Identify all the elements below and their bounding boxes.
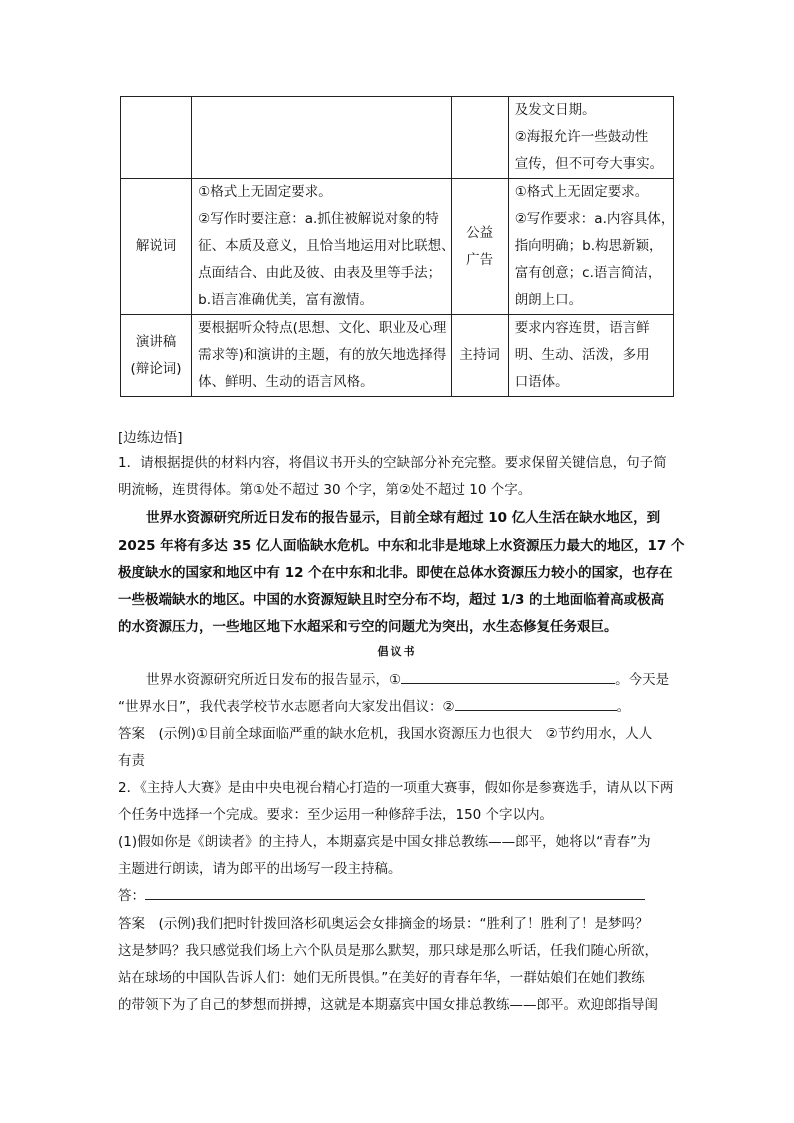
answer-blank[interactable] [145, 886, 645, 900]
cell-line: 征、本质及意义，且恰当地运用对比联想、 [198, 238, 455, 254]
cell-line: 要求内容连贯，语言鲜 [514, 320, 650, 336]
material-line: 极度缺水的国家和地区中有 12 个在中东和北非。即使在总体水资源压力较小的国家，也存在 [118, 565, 673, 581]
table-cell-poster-notes [508, 97, 673, 179]
question-1-line: 1．请根据提供的材料内容，将倡议书开头的空缺部分补充完整。要求保留关键信息，句子简 [118, 455, 667, 471]
question-2-line: 主题进行朗读，请为郎平的出场写一段主持稿。 [118, 861, 402, 877]
material-line: 一些极端缺水的地区。中国的水资源短缺且时空分布不均，超过 1/3 的土地面临着高或极高 [118, 592, 665, 608]
cell-line: 宣传，但不可夸大事实。 [514, 156, 664, 172]
genre-label-commentary: 解说词 [121, 179, 192, 315]
cell-line: ①格式上无固定要求。 [198, 184, 332, 200]
question-2-line: (1)假如你是《朗读者》的主持人，本期嘉宾是中国女排总教练——郎平，她将以“青春”为 [118, 834, 651, 850]
blank-2[interactable] [455, 697, 617, 711]
genre-label-speech [121, 315, 192, 397]
table-cell-public-ad-notes [508, 179, 673, 315]
cell-line: 口语体。 [514, 374, 569, 390]
answer-label: 答： [118, 888, 145, 904]
cell-line: 明、生动、活泼，多用 [514, 347, 650, 363]
cell-line: 演讲稿 [135, 333, 177, 350]
table-cell-commentary-notes [192, 179, 455, 315]
proposal-title: 倡议书 [377, 645, 417, 658]
table-cell-speech-notes [192, 315, 451, 397]
answer-field-row [118, 884, 678, 904]
genre-label-public-ad [451, 179, 508, 315]
cell-line: ②写作时要注意：a.抓住被解说对象的特 [198, 211, 439, 227]
cell-line: (辩论词) [130, 360, 182, 377]
blank-1[interactable] [401, 670, 615, 684]
table-row [121, 97, 674, 179]
proposal-line-1 [146, 668, 706, 688]
answer-line: 答案 (示例)我们把时针拨回洛杉矶奥运会女排摘金的场景：“胜利了！胜利了！是梦吗？ [118, 916, 649, 932]
material-line: 的水资源压力，一些地区地下水超采和亏空的问题尤为突出，水生态修复任务艰巨。 [118, 619, 618, 635]
proposal-text: “世界水日”，我代表学校节水志愿者向大家发出倡议：② [118, 699, 455, 715]
table-cell-host-notes [508, 315, 673, 397]
answer-line: 答案 (示例)①目前全球面临严重的缺水危机，我国水资源压力也很大 ②节约用水，人人 [118, 726, 653, 742]
material-line: 世界水资源研究所近日发布的报告显示，目前全球有超过 10 亿人生活在缺水地区，到 [146, 510, 661, 526]
question-1-line: 明流畅，连贯得体。第①处不超过 30 个字，第②处不超过 10 个字。 [118, 482, 532, 498]
answer-line: 这是梦吗？我只感觉我们场上六个队员是那么默契，那只球是那么听话，任我们随心所欲， [118, 943, 658, 959]
cell-line: 朗朗上口。 [514, 292, 583, 308]
answer-line: 站在球场的中国队告诉人们：她们无所畏惧。”在美好的青春年华，一群姑娘们在她们教练 [118, 970, 645, 986]
answer-line: 的带领下为了自己的梦想而拼搏，这就是本期嘉宾中国女排总教练——郎平。欢迎郎指导闺 [118, 997, 658, 1013]
table-row [121, 179, 674, 315]
question-2-line: 2．《主持人大赛》是由中央电视台精心打造的一项重大赛事，假如你是参赛选手，请从以下两 [118, 780, 674, 796]
cell-line: b.语言准确优美，富有激情。 [198, 292, 373, 308]
table-row [121, 315, 674, 397]
section-title: [边练边悟] [118, 430, 183, 446]
proposal-text: 世界水资源研究所近日发布的报告显示，① [146, 672, 402, 688]
cell-line: ②海报允许一些鼓动性 [514, 129, 649, 145]
cell-line: 需求等)和演讲的主题，有的放矢地选择得 [198, 347, 447, 363]
table-cell [451, 97, 508, 179]
cell-line: 及发文日期。 [514, 102, 596, 118]
cell-line: ②写作要求：a.内容具体， [514, 211, 675, 227]
proposal-text: 。今天是 [615, 672, 670, 688]
cell-line: 体、鲜明、生动的语言风格。 [198, 374, 374, 390]
cell-line: 公益 [466, 224, 494, 241]
cell-line: 要根据听众特点(思想、文化、职业及心理 [198, 320, 447, 336]
cell-line: ①格式上无固定要求。 [514, 184, 649, 200]
cell-line: 点面结合、由此及彼、由表及里等手法； [198, 265, 442, 281]
material-line: 2025 年将有多达 35 亿人面临缺水危机。中东和北非是地球上水资源压力最大的地区，17 个 [118, 538, 685, 554]
table-cell [121, 97, 192, 179]
answer-line: 有责 [118, 753, 145, 769]
writing-format-table [120, 96, 674, 397]
cell-line: 富有创意；c.语言简洁， [514, 265, 662, 281]
genre-label-host-script: 主持词 [451, 315, 508, 397]
proposal-line-2 [118, 695, 678, 715]
proposal-text: 。 [616, 699, 631, 715]
table-cell [192, 97, 451, 179]
cell-line: 指向明确；b.构思新颖， [514, 238, 663, 254]
cell-line: 广告 [466, 251, 494, 268]
question-2-line: 个任务中选择一个完成。要求：至少运用一种修辞手法，150 个字以内。 [118, 807, 554, 823]
